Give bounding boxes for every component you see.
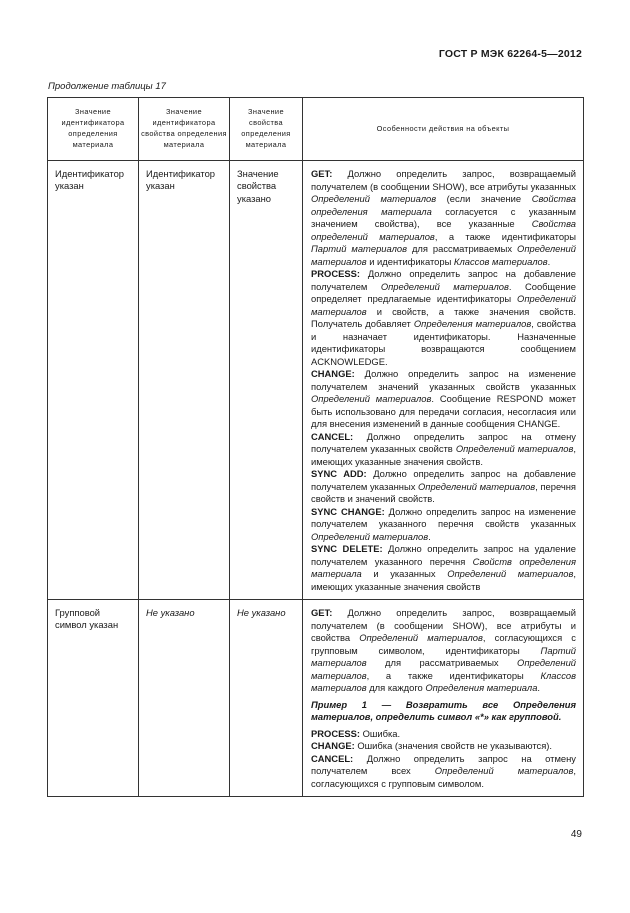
change-paragraph: CHANGE: Должно определить запрос на изменение получателем значений указанных свойств указанных Определений материалов. Сообщение RESPOND может быть использовано для передачи согласия, несогласия или для внесения изменений в данные сообщения CHANGE.: [311, 368, 576, 429]
row1-definition-id: Идентификатор указан: [48, 161, 139, 600]
actions-table: [47, 97, 584, 797]
table-continuation-caption: Продолжение таблицы 17: [48, 81, 166, 92]
get-paragraph: GET: Должно определить запрос, возвращаемый получателем (в сообщении SHOW), все атрибуты указанных Определений материалов (если значение Свойства определения материала согласуется с указанным значением свойства), все указанные Свойства определений материалов, а также идентификаторы Партий материалов для рассматриваемых Определений материалов и идентификаторы Классов материалов.: [311, 168, 577, 267]
row2-property-id: Не указано: [139, 600, 230, 797]
row2-property-value: Не указано: [230, 600, 303, 797]
row2-action-features: [303, 600, 584, 797]
header-property-id: Значение идентификатора свойства определения материала: [139, 98, 230, 161]
row2-definition-id: Групповой символ указан: [48, 600, 139, 797]
cancel-paragraph: CANCEL: Должно определить запрос на отмену получателем всех Определений материалов, согласующихся с групповым символом.: [311, 752, 576, 789]
example-paragraph: Пример 1 — Возвратить все Определения материалов, определить символ «*» как групповой.: [311, 698, 576, 722]
process-paragraph: PROCESS: Ошибка.: [311, 727, 401, 739]
page-number: 49: [570, 829, 582, 840]
change-paragraph: CHANGE: Ошибка (значения свойств не указываются).: [311, 740, 553, 751]
row1-action-features: [303, 161, 584, 600]
header-action-features: Особенности действия на объекты: [303, 98, 584, 161]
table-header-row: [48, 98, 584, 161]
process-paragraph: PROCESS: Должно определить запрос на добавление получателем Определений материалов. Сообщение определяет предлагаемые идентификаторы Определений материалов и свойств, а также значения свойств. Получатель добавляет Определения материалов, свойства и назначает идентификаторы. Назначенные идентификаторы возвращаются сообщением ACKNOWLEDGE.: [311, 268, 576, 367]
get-paragraph: GET: Должно определить запрос, возвращаемый получателем (в сообщении SHOW), все атрибуты и свойства Определений материалов, согласующихся с групповым символом, идентификаторы Партий материалов для рассматриваемых Определений материалов, а также идентификаторы Классов материалов для каждого Определения материала.: [311, 607, 576, 693]
sync-change-paragraph: SYNC CHANGE: Должно определить запрос на изменение получателем указанного перечня свойств указанных Определений материалов.: [311, 505, 576, 542]
row1-property-value: Значение свойства указано: [230, 161, 303, 600]
standard-number: ГОСТ Р МЭК 62264-5—2012: [438, 48, 582, 60]
table-row: [48, 161, 584, 600]
sync-add-paragraph: SYNC ADD: Должно определить запрос на добавление получателем указанных Определений материалов, перечня свойств и значений свойств.: [311, 468, 576, 504]
sync-delete-paragraph: SYNC DELETE: Должно определить запрос на удаление получателем указанного перечня Свойств определения материала и указанных Определений материалов, имеющих указанные значения свойств: [311, 543, 576, 592]
row1-property-id: Идентификатор указан: [139, 161, 230, 600]
header-definition-id: Значение идентификатора определения материала: [48, 98, 139, 161]
cancel-paragraph: CANCEL: Должно определить запрос на отмену получателем указанных свойств Определений материалов, имеющих указанные значения свойств.: [311, 430, 576, 467]
table-row: [48, 600, 584, 797]
header-property-value: Значение свойства определения материала: [230, 98, 303, 161]
